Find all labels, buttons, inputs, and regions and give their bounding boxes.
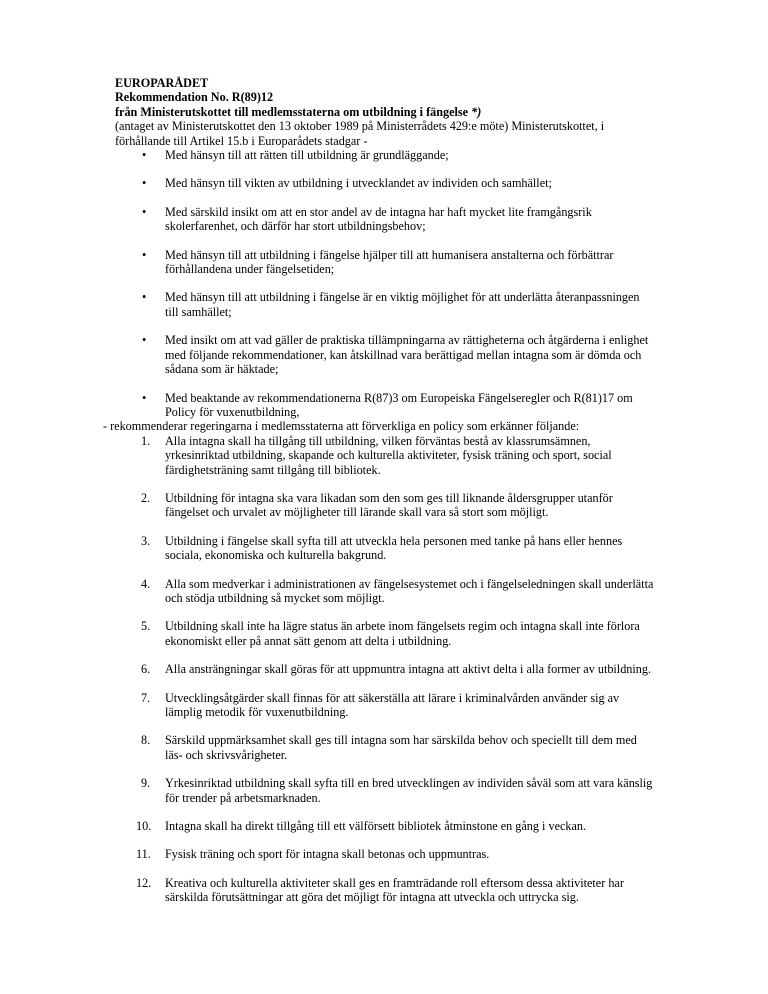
list-item xyxy=(115,148,655,162)
list-item xyxy=(115,619,655,648)
item-number: 1. xyxy=(141,433,151,448)
list-item xyxy=(115,391,655,420)
item-number: 5. xyxy=(141,619,151,634)
item-text: Utbildning skall inte ha lägre status än arbete inom fängelsets regim och intagna skall inte förlora ekonomiskt eller på annat sätt genom att delta i utbildning. xyxy=(165,619,640,648)
bullet-icon: • xyxy=(142,204,147,219)
item-text: Kreativa och kulturella aktiviteter skall ges en framträdande roll eftersom dessa aktiviteter har särskilda förutsättningar att göra det möjligt för intagna att utveckla och uttrycka sig. xyxy=(165,875,624,905)
bullet-icon: • xyxy=(142,148,147,163)
item-number: 4. xyxy=(141,576,151,591)
item-text: Alla intagna skall ha tillgång till utbildning, vilken förväntas bestå av klassrumsämnen, yrkesinriktad utbildning, skapande och kulturella aktiviteter, fysisk träning och sport, social färdighetsträning samt tillgång till bibliotek. xyxy=(165,433,612,477)
consideration-text: Med hänsyn till att utbildning i fängelse hjälper till att humanisera anstalterna och förbättrar förhållandena under fängelsetiden; xyxy=(165,247,614,277)
consideration-text: Med hänsyn till att rätten till utbildning är grundläggande; xyxy=(165,148,449,163)
intro-paragraph: (antaget av Ministerutskottet den 13 oktober 1989 på Ministerrådets 429:e möte) Ministerutskottet, i förhållande till Artikel 15.b i Europarådets stadgar - xyxy=(115,119,605,148)
consideration-text: Med insikt om att vad gäller de praktiska tillämpningarna av rättigheterna och åtgärderna i enlighet med följande rekommendationer, kan åtskillnad vara berättigad mellan intagna som är dömda och sådana som är häktade; xyxy=(165,333,649,377)
list-item xyxy=(115,876,655,905)
document-page xyxy=(103,76,655,919)
item-text: Alla ansträngningar skall göras för att uppmuntra intagna att aktivt delta i alla former av utbildning. xyxy=(165,662,652,677)
item-text: Utbildning för intagna ska vara likadan som den som ges till liknande åldersgrupper utanför fängelset och urvalet av möjligheter till lärande skall vara så stort som möjligt. xyxy=(165,490,613,520)
recommends-line: - rekommenderar regeringarna i medlemsstaterna att förverkliga en policy som erkänner följande: xyxy=(103,419,580,434)
list-item xyxy=(115,290,655,319)
list-item xyxy=(115,491,655,520)
item-text: Utvecklingsåtgärder skall finnas för att säkerställa att lärare i kriminalvården använder sig av lämplig metodik för vuxenutbildning. xyxy=(165,690,620,719)
recommendations-list xyxy=(115,434,655,905)
item-text: Alla som medverkar i administrationen av fängelsesystemet och i fängelseledningen skall underlätta och stödja utbildning så mycket som möjligt. xyxy=(165,576,654,605)
list-item xyxy=(115,819,655,833)
consideration-text: Med hänsyn till att utbildning i fängelse är en viktig möjlighet för att underlätta återanpassningen till samhället; xyxy=(165,290,640,319)
item-number: 3. xyxy=(141,533,151,548)
bullet-icon: • xyxy=(142,247,147,262)
bullet-icon: • xyxy=(142,333,147,348)
item-number: 11. xyxy=(136,847,151,862)
list-item xyxy=(115,333,655,376)
item-text: Utbildning i fängelse skall syfta till att utveckla hela personen med tanke på hans eller hennes sociala, ekonomiska och kulturella bakgrund. xyxy=(165,533,623,563)
bullet-icon: • xyxy=(142,176,147,191)
list-item xyxy=(115,776,655,805)
list-item xyxy=(115,434,655,477)
considerations-list xyxy=(115,148,655,419)
document-subtitle xyxy=(115,105,655,119)
list-item xyxy=(115,205,655,234)
item-number: 6. xyxy=(141,662,151,677)
list-item xyxy=(115,733,655,762)
bullet-icon: • xyxy=(142,290,147,305)
item-number: 2. xyxy=(141,490,151,505)
list-item xyxy=(115,662,655,676)
list-item xyxy=(115,248,655,277)
list-item xyxy=(115,847,655,861)
list-item xyxy=(115,176,655,190)
consideration-text: Med beaktande av rekommendationerna R(87)3 om Europeiska Fängelseregler och R(81)17 om Policy för vuxenutbildning, xyxy=(165,390,633,419)
item-number: 7. xyxy=(141,690,151,705)
item-text: Intagna skall ha direkt tillgång till ett välförsett bibliotek åtminstone en gång i veckan. xyxy=(165,819,587,834)
consideration-text: Med hänsyn till vikten av utbildning i utvecklandet av individen och samhället; xyxy=(165,176,552,191)
item-number: 10. xyxy=(136,819,152,834)
subtitle-text: från Ministerutskottet till medlemsstaterna om utbildning i fängelse xyxy=(115,104,469,119)
item-text: Särskild uppmärksamhet skall ges till intagna som har särskilda behov och speciellt till dem med läs- och skrivsvårigheter. xyxy=(165,733,637,762)
bullet-icon: • xyxy=(142,390,147,405)
item-number: 12. xyxy=(136,875,152,890)
item-text: Fysisk träning och sport för intagna skall betonas och uppmuntras. xyxy=(165,847,490,862)
item-number: 8. xyxy=(141,733,151,748)
item-number: 9. xyxy=(141,776,151,791)
list-item xyxy=(115,577,655,606)
org-heading: EUROPARÅDET xyxy=(115,76,209,90)
item-text: Yrkesinriktad utbildning skall syfta till en bred utvecklingen av individen såväl som att vara känslig för trender på arbetsmarknaden. xyxy=(165,776,653,805)
recommendation-number: Rekommendation No. R(89)12 xyxy=(115,90,274,105)
list-item xyxy=(115,691,655,720)
footnote-mark: *) xyxy=(471,104,482,119)
consideration-text: Med särskild insikt om att en stor andel av de intagna har haft mycket lite framgångsrik skolerfarenhet, och därför har stort utbildningsbehov; xyxy=(165,204,592,234)
list-item xyxy=(115,534,655,563)
